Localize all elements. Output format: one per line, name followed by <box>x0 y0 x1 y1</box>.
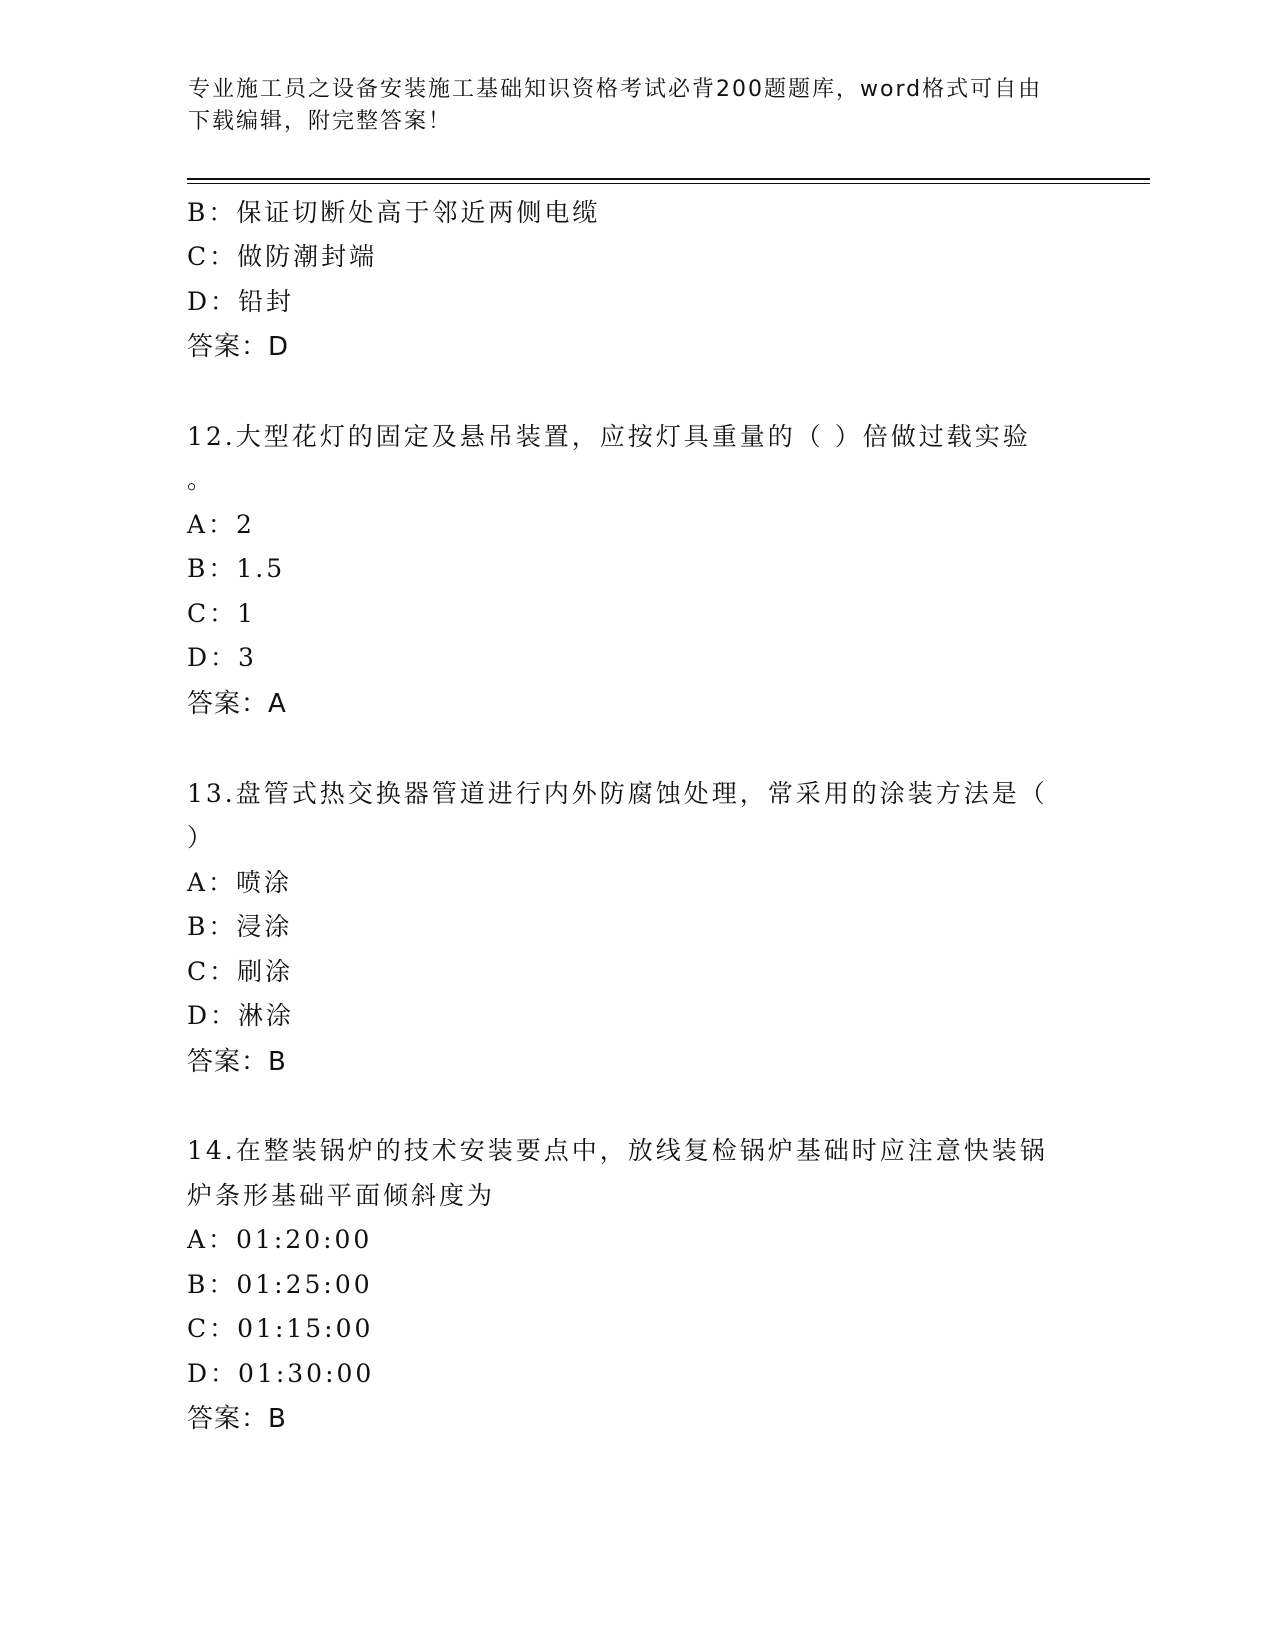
q14-option-a: A：01:20:00 <box>187 1225 373 1254</box>
q14-option-b: B：01:25:00 <box>187 1270 373 1299</box>
q13-option-a: A：喷涂 <box>187 868 293 897</box>
q12-stem-line-1: 12.大型花灯的固定及悬吊装置，应按灯具重量的（ ）倍做过载实验 <box>187 422 1031 451</box>
header-line-1: 专业施工员之设备安装施工基础知识资格考试必背200题题库，word格式可自由 <box>188 77 1043 102</box>
q11-option-c: C：做防潮封端 <box>187 242 378 271</box>
q12-answer: 答案：A <box>187 689 287 719</box>
q13-option-c: C：刷涂 <box>187 957 294 986</box>
q14-option-c: C：01:15:00 <box>187 1314 374 1343</box>
q11-answer: 答案：D <box>187 332 290 362</box>
q13-stem-line-1: 13.盘管式热交换器管道进行内外防腐蚀处理，常采用的涂装方法是（ <box>187 779 1048 808</box>
q13-stem-line-2: ） <box>187 823 216 852</box>
header-divider-thick <box>187 178 1150 180</box>
q14-stem-line-2: 炉条形基础平面倾斜度为 <box>187 1181 496 1210</box>
q13-option-d: D：淋涂 <box>187 1001 295 1030</box>
header-line-2: 下载编辑，附完整答案！ <box>188 109 453 134</box>
q12-option-d: D：3 <box>187 643 257 672</box>
q14-stem-line-1: 14.在整装锅炉的技术安装要点中，放线复检锅炉基础时应注意快装锅 <box>187 1136 1048 1165</box>
document-header <box>188 74 1068 138</box>
q12-option-c: C：1 <box>187 599 257 628</box>
q13-option-b: B：浸涂 <box>187 912 293 941</box>
header-divider-thin <box>187 183 1150 184</box>
q11-option-b: B：保证切断处高于邻近两侧电缆 <box>187 198 601 227</box>
q12-option-a: A：2 <box>187 510 255 539</box>
q14-answer: 答案：B <box>187 1404 287 1434</box>
q11-option-d: D：铅封 <box>187 287 295 316</box>
q12-stem-line-2: 。 <box>187 465 216 494</box>
q14-option-d: D：01:30:00 <box>187 1359 375 1388</box>
q13-answer: 答案：B <box>187 1047 287 1077</box>
q12-option-b: B：1.5 <box>187 554 286 583</box>
